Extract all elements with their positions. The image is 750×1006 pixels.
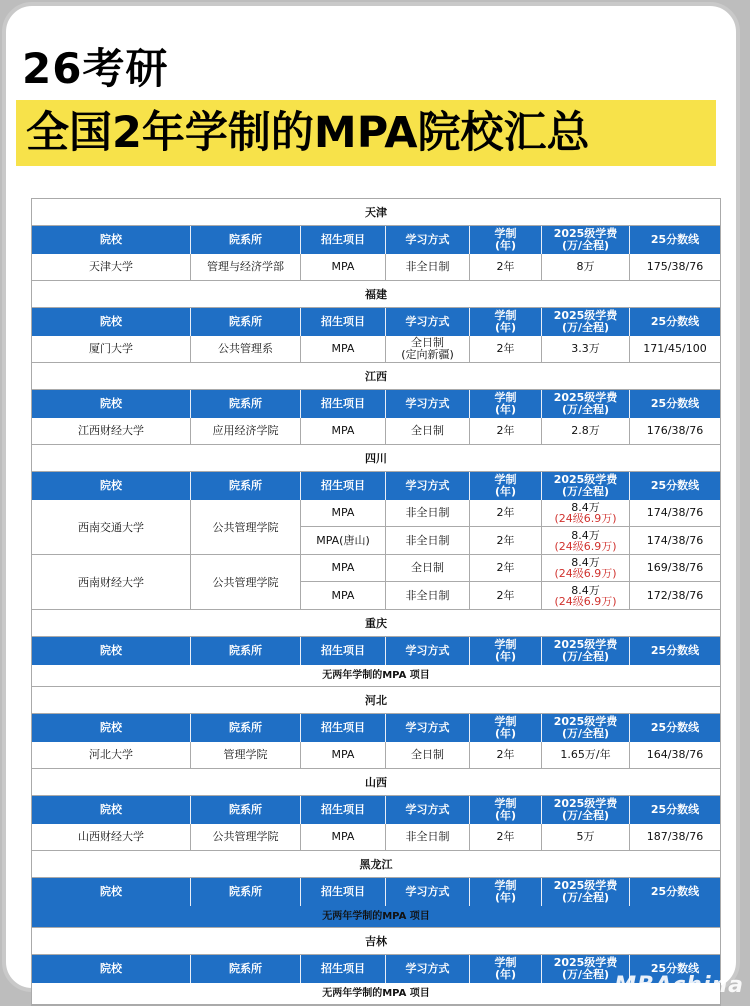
header-cell: 院系所 — [191, 878, 301, 906]
header-cell: 学习方式 — [386, 796, 470, 824]
table-cell: 169/38/76 — [630, 555, 720, 581]
header-cell: 招生项目 — [301, 390, 386, 418]
table-cell: 非全日制 — [386, 582, 470, 609]
no-program-note: 无两年学制的MPA 项目 — [32, 983, 720, 1005]
table-header-row — [32, 714, 720, 742]
header-cell: 招生项目 — [301, 637, 386, 665]
table-cell: 全日制 — [386, 742, 470, 768]
table-cell: 非全日制 — [386, 527, 470, 554]
table-cell: 2年 — [470, 336, 542, 362]
table-cell: MPA — [301, 824, 386, 850]
header-cell: 2025级学费 (万/全程) — [542, 390, 630, 418]
table-cell: 厦门大学 — [32, 336, 191, 362]
table-cell: MPA — [301, 582, 386, 609]
table-cell: 171/45/100 — [630, 336, 720, 362]
table-header-row — [32, 226, 720, 254]
table-header-row — [32, 390, 720, 418]
region-title: 山西 — [32, 769, 720, 796]
no-program-note: 无两年学制的MPA 项目 — [32, 906, 720, 928]
header-cell: 院校 — [32, 390, 191, 418]
table-header-row — [32, 472, 720, 500]
header-cell: 院校 — [32, 796, 191, 824]
table-row — [32, 418, 720, 445]
table-cell: 2年 — [470, 582, 542, 609]
table-cell: 公共管理学院 — [191, 824, 301, 850]
header-cell: 学习方式 — [386, 637, 470, 665]
region-title: 河北 — [32, 687, 720, 714]
table-cell: 2年 — [470, 418, 542, 444]
fee-previous: (24级6.9万) — [554, 513, 616, 524]
region-title: 福建 — [32, 281, 720, 308]
header-cell: 院校 — [32, 308, 191, 336]
header-cell: 招生项目 — [301, 714, 386, 742]
header-cell: 学制 (年) — [470, 226, 542, 254]
header-cell: 院系所 — [191, 714, 301, 742]
mpa-table — [31, 198, 721, 1006]
fee-cell — [542, 500, 630, 526]
fee-previous: (24级6.9万) — [554, 541, 616, 552]
table-cell: MPA — [301, 418, 386, 444]
fee-cell — [542, 555, 630, 581]
header-cell: 学制 (年) — [470, 637, 542, 665]
header-cell: 25分数线 — [630, 226, 720, 254]
header-cell: 招生项目 — [301, 955, 386, 983]
fee-previous: (24级6.9万) — [554, 596, 616, 607]
table-row — [301, 527, 720, 554]
header-cell: 招生项目 — [301, 796, 386, 824]
region-title: 重庆 — [32, 610, 720, 637]
header-cell: 院校 — [32, 714, 191, 742]
header-cell: 2025级学费 (万/全程) — [542, 796, 630, 824]
header-cell: 25分数线 — [630, 878, 720, 906]
page-subtitle: 全国2年学制的MPA院校汇总 — [16, 100, 716, 166]
header-cell: 2025级学费 (万/全程) — [542, 472, 630, 500]
table-row — [32, 742, 720, 769]
table-cell: 应用经济学院 — [191, 418, 301, 444]
table-cell: 非全日制 — [386, 254, 470, 280]
table-header-row — [32, 637, 720, 665]
table-cell: 全日制 (定向新疆) — [386, 336, 470, 362]
header-cell: 招生项目 — [301, 226, 386, 254]
table-cell: 1.65万/年 — [542, 742, 630, 768]
header-cell: 25分数线 — [630, 390, 720, 418]
page-title: 26考研 — [22, 36, 168, 96]
header-cell: 院校 — [32, 472, 191, 500]
program-rows — [301, 500, 720, 554]
table-cell: 2年 — [470, 742, 542, 768]
region-title: 吉林 — [32, 928, 720, 955]
header-cell: 招生项目 — [301, 878, 386, 906]
header-cell: 2025级学费 (万/全程) — [542, 308, 630, 336]
table-cell: MPA(唐山) — [301, 527, 386, 554]
fee-current: 8.4万 — [571, 502, 600, 513]
school-cell: 西南交通大学 — [32, 500, 191, 554]
header-cell: 学习方式 — [386, 714, 470, 742]
header-cell: 学习方式 — [386, 878, 470, 906]
table-row — [32, 254, 720, 281]
header-cell: 院系所 — [191, 226, 301, 254]
header-cell: 院校 — [32, 878, 191, 906]
header-cell: 2025级学费 (万/全程) — [542, 878, 630, 906]
program-rows — [301, 555, 720, 609]
header-cell: 25分数线 — [630, 714, 720, 742]
table-cell: 5万 — [542, 824, 630, 850]
table-cell: 2年 — [470, 500, 542, 526]
table-cell: 河北大学 — [32, 742, 191, 768]
header-cell: 学习方式 — [386, 308, 470, 336]
table-row — [32, 824, 720, 851]
region-title: 黑龙江 — [32, 851, 720, 878]
header-cell: 学制 (年) — [470, 390, 542, 418]
table-row — [301, 582, 720, 609]
header-cell: 25分数线 — [630, 472, 720, 500]
table-cell: MPA — [301, 742, 386, 768]
header-cell: 25分数线 — [630, 308, 720, 336]
table-cell: 176/38/76 — [630, 418, 720, 444]
school-group — [32, 500, 720, 555]
dept-cell: 公共管理学院 — [191, 500, 301, 554]
table-cell: 非全日制 — [386, 500, 470, 526]
school-cell: 西南财经大学 — [32, 555, 191, 609]
table-cell: 174/38/76 — [630, 500, 720, 526]
header-cell: 学习方式 — [386, 955, 470, 983]
fee-cell — [542, 527, 630, 554]
fee-current: 8.4万 — [571, 530, 600, 541]
header-cell: 学习方式 — [386, 226, 470, 254]
header-cell: 院校 — [32, 226, 191, 254]
dept-cell: 公共管理学院 — [191, 555, 301, 609]
region-title: 江西 — [32, 363, 720, 390]
table-cell: 2年 — [470, 555, 542, 581]
header-cell: 院系所 — [191, 637, 301, 665]
header-cell: 院系所 — [191, 390, 301, 418]
table-row — [301, 555, 720, 582]
table-row — [32, 336, 720, 363]
table-cell: 天津大学 — [32, 254, 191, 280]
header-cell: 学制 (年) — [470, 308, 542, 336]
watermark: MBAchina — [614, 973, 744, 998]
header-cell: 招生项目 — [301, 472, 386, 500]
table-row — [301, 500, 720, 527]
table-cell: 8万 — [542, 254, 630, 280]
no-program-note: 无两年学制的MPA 项目 — [32, 665, 720, 687]
header-cell: 学制 (年) — [470, 796, 542, 824]
table-cell: 3.3万 — [542, 336, 630, 362]
header-cell: 院系所 — [191, 472, 301, 500]
table-cell: 172/38/76 — [630, 582, 720, 609]
fee-previous: (24级6.9万) — [554, 568, 616, 579]
table-cell: 187/38/76 — [630, 824, 720, 850]
header-cell: 院校 — [32, 955, 191, 983]
header-cell: 学制 (年) — [470, 714, 542, 742]
table-cell: 2.8万 — [542, 418, 630, 444]
region-title: 天津 — [32, 199, 720, 226]
fee-current: 8.4万 — [571, 557, 600, 568]
header-cell: 2025级学费 (万/全程) — [542, 637, 630, 665]
header-cell: 2025级学费 (万/全程) — [542, 714, 630, 742]
table-cell: MPA — [301, 555, 386, 581]
header-cell: 招生项目 — [301, 308, 386, 336]
header-cell: 学习方式 — [386, 390, 470, 418]
table-cell: 2年 — [470, 254, 542, 280]
table-cell: 全日制 — [386, 418, 470, 444]
table-header-row — [32, 308, 720, 336]
header-cell: 院系所 — [191, 308, 301, 336]
table-cell: MPA — [301, 500, 386, 526]
table-cell: 山西财经大学 — [32, 824, 191, 850]
region-title: 四川 — [32, 445, 720, 472]
table-cell: 全日制 — [386, 555, 470, 581]
table-cell: 江西财经大学 — [32, 418, 191, 444]
header-cell: 学制 (年) — [470, 955, 542, 983]
table-cell: 164/38/76 — [630, 742, 720, 768]
table-cell: 管理学院 — [191, 742, 301, 768]
school-group — [32, 555, 720, 610]
header-cell: 院系所 — [191, 796, 301, 824]
table-cell: MPA — [301, 336, 386, 362]
header-cell: 25分数线 — [630, 796, 720, 824]
header-cell: 2025级学费 (万/全程) — [542, 955, 630, 983]
fee-cell — [542, 582, 630, 609]
table-cell: 2年 — [470, 824, 542, 850]
table-cell: 2年 — [470, 527, 542, 554]
fee-current: 8.4万 — [571, 585, 600, 596]
table-cell: 175/38/76 — [630, 254, 720, 280]
header-cell: 学制 (年) — [470, 878, 542, 906]
header-cell: 25分数线 — [630, 955, 720, 983]
table-cell: 非全日制 — [386, 824, 470, 850]
table-cell: 174/38/76 — [630, 527, 720, 554]
table-header-row — [32, 796, 720, 824]
table-header-row — [32, 878, 720, 906]
header-cell: 学制 (年) — [470, 472, 542, 500]
header-cell: 院校 — [32, 637, 191, 665]
header-cell: 25分数线 — [630, 637, 720, 665]
header-cell: 学习方式 — [386, 472, 470, 500]
table-cell: 公共管理系 — [191, 336, 301, 362]
table-cell: 管理与经济学部 — [191, 254, 301, 280]
header-cell: 院系所 — [191, 955, 301, 983]
table-cell: MPA — [301, 254, 386, 280]
header-cell: 2025级学费 (万/全程) — [542, 226, 630, 254]
